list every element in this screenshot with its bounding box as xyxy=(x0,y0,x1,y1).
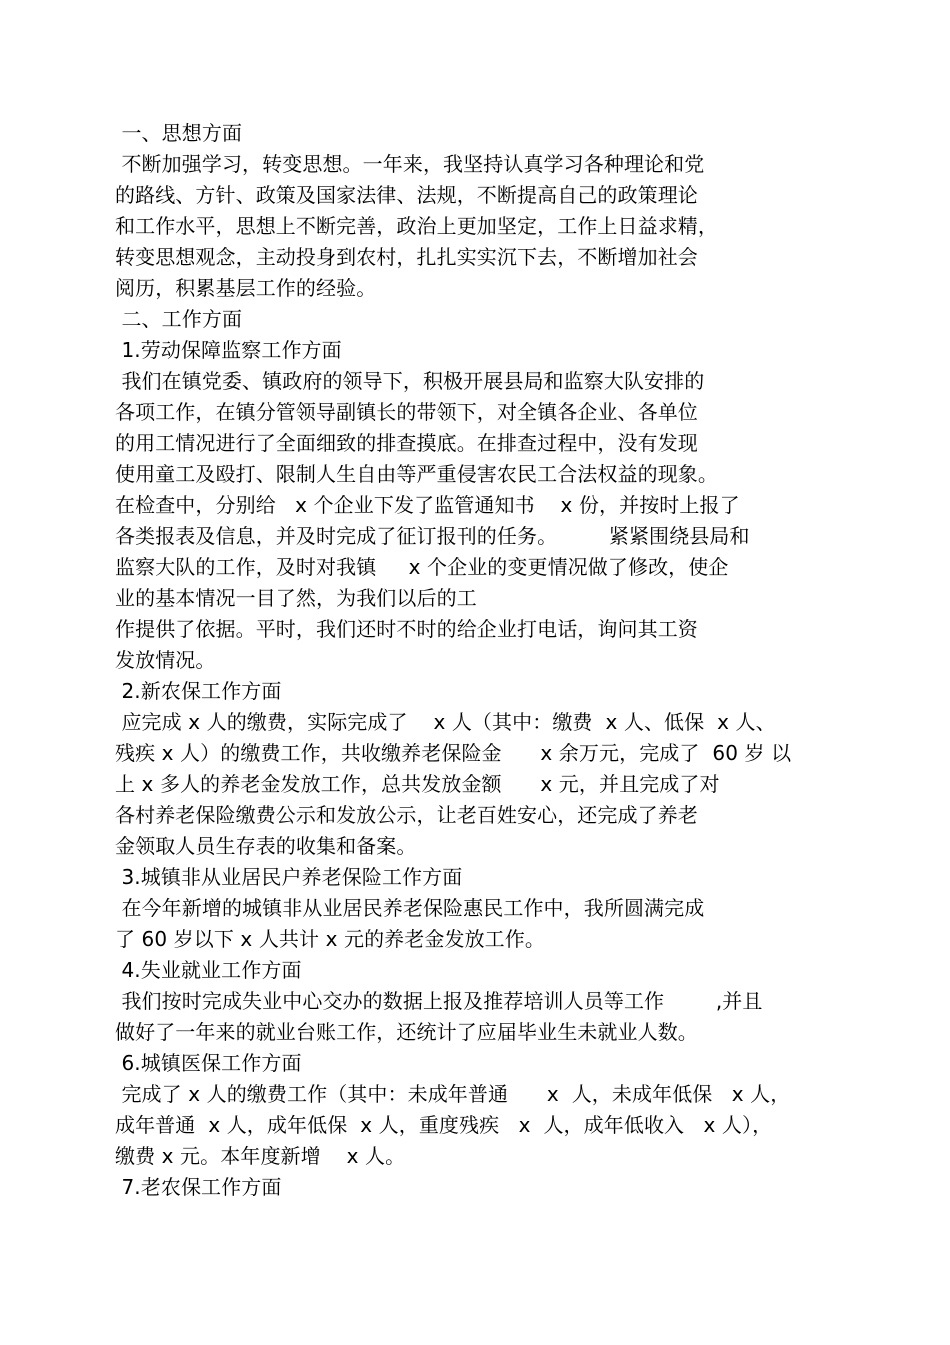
paragraph-line: 各类报表及信息，并及时完成了征订报刊的任务。 紧紧围绕县局和 xyxy=(115,524,750,548)
paragraph-line: 监察大队的工作，及时对我镇 x 个企业的变更情况做了修改，使企 xyxy=(115,555,729,579)
paragraph-line: 完成了 x 人的缴费工作（其中：未成年普通 x 人，未成年低保 x 人， xyxy=(115,1082,791,1106)
section-heading: 二、工作方面 xyxy=(115,307,243,331)
subsection-heading: 1.劳动保障监察工作方面 xyxy=(115,338,342,362)
paragraph-line: 转变思想观念，主动投身到农村，扎扎实实沉下去，不断增加社会 xyxy=(115,245,698,269)
paragraph-line: 发放情况。 xyxy=(115,648,216,672)
paragraph-line: 的用工情况进行了全面细致的排查摸底。在排查过程中，没有发现 xyxy=(115,431,698,455)
paragraph-line: 在检查中，分别给 x 个企业下发了监管通知书 x 份，并按时上报了 xyxy=(115,493,740,517)
paragraph-line: 在今年新增的城镇非从业居民养老保险惠民工作中，我所圆满完成 xyxy=(115,896,705,920)
subsection-heading: 7.老农保工作方面 xyxy=(115,1175,282,1199)
paragraph-line: 上 x 多人的养老金发放工作，总共发放金额 x 元，并且完成了对 xyxy=(115,772,720,796)
subsection-heading: 4.失业就业工作方面 xyxy=(115,958,302,982)
paragraph-line: 我们按时完成失业中心交办的数据上报及推荐培训人员等工作 ,并且 xyxy=(115,989,763,1013)
paragraph-line: 使用童工及殴打、限制人生自由等严重侵害农民工合法权益的现象。 xyxy=(115,462,718,486)
paragraph-line: 阅历，积累基层工作的经验。 xyxy=(115,276,377,300)
subsection-heading: 3.城镇非从业居民户养老保险工作方面 xyxy=(115,865,463,889)
paragraph-line: 成年普通 x 人，成年低保 x 人，重度残疾 x 人，成年低收入 x 人）， xyxy=(115,1113,773,1137)
subsection-heading: 2.新农保工作方面 xyxy=(115,679,282,703)
paragraph-line: 业的基本情况一目了然，为我们以后的工 xyxy=(115,586,477,610)
paragraph-line: 和工作水平，思想上不断完善，政治上更加坚定，工作上日益求精， xyxy=(115,214,718,238)
paragraph-line: 做好了一年来的就业台账工作，还统计了应届毕业生未就业人数。 xyxy=(115,1020,698,1044)
paragraph-line: 金领取人员生存表的收集和备案。 xyxy=(115,834,417,858)
paragraph-line: 各项工作，在镇分管领导副镇长的带领下，对全镇各企业、各单位 xyxy=(115,400,698,424)
paragraph-line: 不断加强学习，转变思想。一年来，我坚持认真学习各种理论和党 xyxy=(115,152,705,176)
paragraph-line: 作提供了依据。平时，我们还时不时的给企业打电话，询问其工资 xyxy=(115,617,698,641)
paragraph-line: 残疾 x 人）的缴费工作，共收缴养老保险金 x 余万元，完成了 60 岁 以 xyxy=(115,741,792,765)
paragraph-line: 了 60 岁以下 x 人共计 x 元的养老金发放工作。 xyxy=(115,927,545,951)
paragraph-line: 应完成 x 人的缴费，实际完成了 x 人（其中：缴费 x 人、低保 x 人、 xyxy=(115,710,776,734)
section-heading: 一、思想方面 xyxy=(115,121,243,145)
paragraph-line: 缴费 x 元。本年度新增 x 人。 xyxy=(115,1144,406,1168)
paragraph-line: 我们在镇党委、镇政府的领导下，积极开展县局和监察大队安排的 xyxy=(115,369,705,393)
subsection-heading: 6.城镇医保工作方面 xyxy=(115,1051,302,1075)
paragraph-line: 各村养老保险缴费公示和发放公示，让老百姓安心，还完成了养老 xyxy=(115,803,698,827)
paragraph-line: 的路线、方针、政策及国家法律、法规，不断提高自己的政策理论 xyxy=(115,183,698,207)
